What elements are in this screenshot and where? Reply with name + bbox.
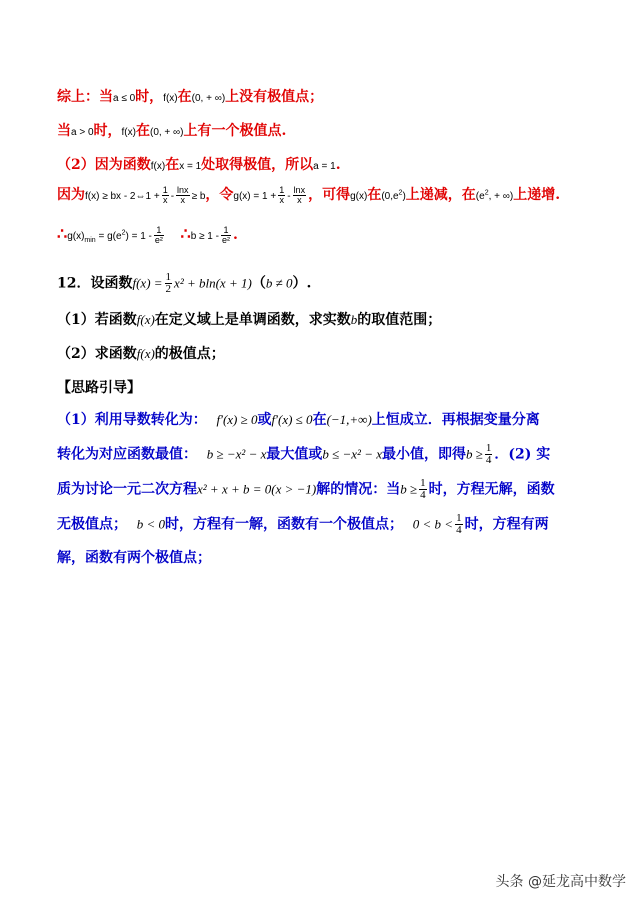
text: . <box>335 157 341 173</box>
math: f(x) <box>163 93 178 104</box>
text: 上恒成立．再根据变量分离 <box>371 412 540 428</box>
fraction: $\frac{1}{\text{e²}}$ <box>221 224 230 245</box>
math: g(x) = 1 + <box>233 191 277 202</box>
math: ≥ b <box>191 191 206 202</box>
text: 时，方程有一解，函数有一个极值点； <box>165 516 404 533</box>
math: b ≥ −x² − x <box>206 446 267 462</box>
fraction: $\frac{1}{4}$ <box>485 442 492 466</box>
math: x = 1 <box>179 161 202 172</box>
text: ．(2) 实 <box>494 446 551 463</box>
text: 时，方程有两 <box>464 516 549 533</box>
math: (0, + ∞) <box>191 93 226 104</box>
guide-line-1 <box>57 409 620 429</box>
text: 在 <box>165 157 180 173</box>
fraction: $\frac{1}{2}$ <box>165 271 172 295</box>
summary-line-1 <box>57 86 620 106</box>
text: 在 <box>367 187 382 203</box>
text: . <box>233 227 238 243</box>
text: 在定义域上是单调函数，求实数 <box>154 312 351 328</box>
math: $g(x)_{min} = g(e^2) = 1$ - <box>67 229 152 244</box>
text: （ <box>251 275 266 292</box>
math: a = 1 <box>313 161 336 172</box>
math: ($e^2$, + ∞) <box>475 189 514 202</box>
guide-line-4 <box>57 513 620 536</box>
math: a ≤ 0 <box>113 93 136 104</box>
math: b <box>350 312 358 327</box>
guide-line-5 <box>57 547 620 567</box>
therefore-symbol: ∴ <box>180 224 191 243</box>
watermark: 头条 @延龙高中数学 <box>495 874 626 890</box>
text: （2）求函数 <box>57 346 137 362</box>
text: 上有一个极值点. <box>183 123 287 139</box>
problem-12-statement <box>57 272 620 295</box>
math: f(x) <box>136 312 155 327</box>
thinking-guide-heading <box>57 377 620 397</box>
text: 上递减，在 <box>405 187 476 203</box>
math: f(x) <box>136 346 155 361</box>
problem-12-part1 <box>57 309 620 329</box>
text: 当 <box>57 123 71 139</box>
math: b ≥ 1 - <box>190 231 219 242</box>
math: - <box>287 191 291 202</box>
text: 在 <box>177 89 192 105</box>
fraction: $\frac{1}{x}$ <box>279 184 285 205</box>
math: g(x) <box>350 191 368 202</box>
text: 【思路引导】 <box>57 380 141 396</box>
math: a > 0 <box>71 127 94 138</box>
therefore-symbol: ∴ <box>57 224 68 243</box>
math: f′(x) ≤ 0 <box>271 412 313 427</box>
text: 上递增. <box>513 187 561 203</box>
text: 在 <box>312 412 327 428</box>
math: - <box>170 191 175 202</box>
text: 或 <box>257 412 272 428</box>
text: 的极值点； <box>154 346 225 362</box>
math: b ≤ −x² − x <box>322 446 382 462</box>
math: (0, + ∞) <box>149 127 184 138</box>
part2-line <box>57 154 620 174</box>
text: 最小值，即得 <box>382 446 466 463</box>
fraction: $\frac{\ln x}{x}$ <box>177 184 189 205</box>
math: b ≥ <box>466 446 483 462</box>
text: 上没有极值点； <box>225 89 324 105</box>
text: 最大值或 <box>266 446 323 463</box>
fraction: $\frac{1}{\text{e²}}$ <box>154 224 163 245</box>
math: f′(x) ≥ 0 <box>216 412 258 427</box>
text: 转化为对应函数最值： <box>57 446 197 463</box>
math: f(x) <box>150 161 166 172</box>
text <box>166 227 171 243</box>
text: 时， <box>93 123 122 139</box>
math: 0 < b < <box>412 516 454 532</box>
math: $(0,e^2)$ <box>381 189 406 202</box>
text: （2）因为函数 <box>57 157 151 173</box>
text: 处取得极值，所以 <box>201 157 314 173</box>
math: f(x) = <box>132 275 163 291</box>
math: f(x) ≥ bx - 2⇔1 + <box>85 191 160 202</box>
math: f(x) <box>121 127 136 138</box>
math: b ≥ <box>400 481 418 497</box>
text: 时， <box>135 89 164 105</box>
conclusion-line <box>57 224 620 245</box>
text: 因为 <box>57 187 85 203</box>
summary-line-2 <box>57 120 620 140</box>
math: b < 0 <box>136 516 166 532</box>
text: 的取值范围； <box>357 312 442 328</box>
math: x² + bln(x + 1) <box>174 275 252 291</box>
math: b ≠ 0 <box>265 275 293 291</box>
fraction: $\frac{1}{4}$ <box>456 512 462 536</box>
text: ，可得 <box>308 187 351 203</box>
text: 解，函数有两个极值点； <box>57 550 211 566</box>
text: 12．设函数 <box>57 275 133 292</box>
text: 时，方程无解，函数 <box>428 481 555 498</box>
problem-12-part2 <box>57 343 620 363</box>
text: （1）利用导数转化为： <box>57 412 207 428</box>
text: 无极值点； <box>57 516 127 533</box>
guide-line-3 <box>57 478 620 501</box>
text: ，令 <box>205 187 234 203</box>
text: （1）若函数 <box>57 312 137 328</box>
text: 在 <box>135 123 150 139</box>
text: 质为讨论一元二次方程 <box>57 481 197 498</box>
math: x² + x + b = 0(x > −1) <box>197 481 317 497</box>
derivation-line <box>57 184 620 205</box>
text: 综上：当 <box>57 89 113 105</box>
fraction: $\frac{\ln x}{x}$ <box>293 184 306 205</box>
text: ）. <box>292 275 312 292</box>
fraction: $\frac{1}{4}$ <box>420 477 426 501</box>
fraction: $\frac{1}{x}$ <box>162 184 168 205</box>
guide-line-2 <box>57 443 620 466</box>
math: (−1,+∞) <box>326 412 372 427</box>
text: 解的情况：当 <box>316 481 401 498</box>
